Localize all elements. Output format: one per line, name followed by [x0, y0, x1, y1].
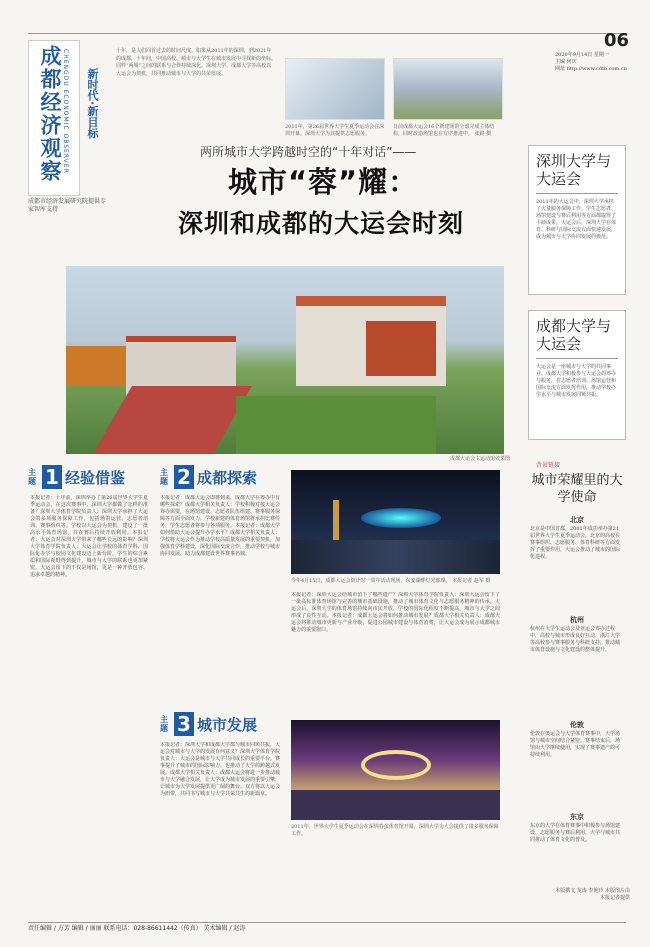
sidebox-shenzhen-title: 深圳大学与大运会 — [536, 152, 612, 188]
theme-2-heading — [160, 465, 257, 489]
city-hangzhou-text: 杭州在大学生运动会及亚运会筹办过程中，高校与城市形成良好互动，浙江大学等高校参与赛事服务与科研支持，推动城市体育设施与文化建设的整体提升。 — [530, 626, 621, 653]
city-london: 伦敦 — [570, 720, 584, 729]
top-photo-1-caption: 2011年，第26届世界大学生夏季运动会在深圳开幕。深圳大学为其提供志愿服务。 — [285, 124, 385, 137]
main-photo — [66, 266, 504, 454]
web-address: 网址 http://www.cdtb.com.cn — [555, 66, 627, 72]
theme-3-number: 3 — [174, 712, 194, 736]
sidebox-shenzhen-text: 2011年的大运会中，深圳大学承担了大量服务保障工作，学生志愿者、场馆建设与赛后利用等方面都取得了丰硕成果。大运会后，深圳大学在体育、科研与国际交流方面快速发展，成为城市与大学协同发展的典范。 — [536, 199, 617, 240]
theme-2-text: 本报记者：成都大运会即将到来，成都大学在筹办中有哪些探索？成都大学相关负责人：学校积极对接大运会筹办需要，在场馆建设、志愿者队伍组建、赛事服务保障等方面全面发力。学校新建的体育场馆将承担比赛任务，学生志愿者将参与各项服务。本报记者：成都大学如何借助大运会提升办学水平？成都大学相关负责人：学校将大运会作为推动学校高质量发展的重要契机，加强体育学科建设，深化国际交流合作，推动学校与城市协同发展，助力成都建设世界赛事名城。 — [160, 495, 280, 557]
date-line — [555, 52, 635, 73]
main-photo-field — [236, 396, 436, 454]
theme-1-text: 本报记者：十年前，深圳举办了第26届世界大学生夏季运动会。在这次赛事中，深圳大学都做了怎样的准备？深圳大学体育学院负责人：深圳大学承担了大运会的多项服务保障工作，包括场馆运营、志愿者培训、赛事组织等。学校以大运会为契机，建设了一批高水平体育场馆，并在赛后持续开放利用。本报记者：大运会对深圳大学带来了哪些长远的影响？深圳大学体育学院负责人：大运会让学校的体育学科、国际化办学与校园文化建设迈上新台阶，学生的综合素质和国际视野得到提升，城市与大学的联系也更加紧密。大运会留下的不仅是场馆，更是一种开放包容、追求卓越的精神。 — [30, 495, 148, 578]
night-photo-caption: 今年4月15日，成都大运会倒计时一周年活动现场，东安湖畔灯光璀璨。 本报记者 赵军 摄 — [291, 578, 491, 584]
night-photo-glow — [361, 508, 441, 528]
masthead-title: 成都经济观察 — [38, 45, 62, 183]
editor-line: 主编 何庆 — [555, 59, 577, 65]
top-rule — [28, 33, 626, 34]
theme-3-title: 城市发展 — [197, 715, 258, 734]
date: 2020年9月14日 星期一 — [555, 52, 609, 58]
masthead-subtitle: 新时代·新目标 — [86, 68, 99, 139]
theme-2-label: 主题 — [160, 468, 168, 486]
middle-column-text: 本报记者：深圳大运会给城市留下了哪些遗产？深圳大学体育学院负责人：深圳大运会留下了一批高标准体育场馆与完善的城市基础设施，推动了城市体育文化与志愿服务精神的传承。大运会后，深圳大学的体育场馆持续向市民开放，学校的国际化程度不断提高，城市与大学之间形成了良性互动。本报记者：成都大运会将如何推动城市发展？成都大学相关负责人：成都大运会将推动城市更新与产业升级，促进公园城市建设与体育消费，让大运会成为展示成都城市魅力的重要窗口。 — [291, 592, 500, 633]
theme-2-title: 成都探索 — [197, 468, 258, 487]
sidebox-chengdu — [528, 310, 626, 440]
intro-text: 十年，是人们回首过去的时间尺度。如果从2011年的深圳，到2021年的成都，十年间，中国高校、城市与大学生在城市发展中寻找新的坐标。同样“两城”之间的联系与合作持续深化。深圳大学、成都大学等高校以大运会为契机，共同推动城市与大学的共荣发展。 — [116, 48, 277, 77]
main-photo-orange-area — [66, 346, 126, 386]
city-tokyo-text: 东京的大学在体育赛事中积极参与场馆建设、志愿服务与赛后利用，大学与城市共同推动了体育文化的普及。 — [530, 823, 621, 843]
city-hangzhou: 杭州 — [570, 615, 584, 624]
city-beijing: 北京 — [570, 515, 584, 524]
sidebox-shenzhen — [528, 145, 626, 295]
stage-photo-caption: 2011年，世界大学生夏季运动会在深圳春茧体育馆开幕，深圳大学为大会提供了诸多服务保障工作。 — [291, 824, 499, 837]
stage-photo — [291, 720, 500, 820]
headline-kicker: 两所城市大学跨越时空的“十年对话”—— — [200, 145, 417, 159]
theme-3-text: 本报记者：深圳大学和成都大学都与城市同频共振，大运会对城市与大学的发展有何意义？深圳大学体育学院负责人：大运会是城市与大学共同成长的重要平台。赛事提升了城市的国际影响力，也推动了大学的跨越式发展。成都大学相关负责人：成都大运会将进一步推动城市与大学融合发展，让大学成为城市发展的重要引擎，让城市为大学发展提供更广阔的舞台。双方将以大运会为纽带，共同书写城市与大学共荣共生的新篇章。 — [160, 742, 280, 797]
city-tokyo: 东京 — [570, 812, 584, 821]
theme-1-title: 经验借鉴 — [65, 468, 126, 487]
theme-3-label: 主题 — [160, 715, 168, 733]
masthead-title-en: CHENGDU ECONOMIC OBSERVER — [62, 49, 69, 174]
masthead — [28, 40, 80, 196]
theme-1-label: 主题 — [28, 468, 36, 486]
headline-line-2: 深圳和成都的大运会时刻 — [178, 209, 465, 238]
main-photo-track — [80, 386, 252, 454]
page-footer: 责任编辑 / 方芳 编辑 / 丽丽 联系电话：028-86611442（传真） 美术编辑 / 赵涛 — [28, 922, 626, 935]
night-photo-city — [291, 540, 500, 574]
stage-photo-floor — [291, 790, 500, 820]
top-photo-1 — [285, 58, 385, 120]
theme-1-heading — [28, 465, 125, 489]
headline-line-1: 城市“蓉”耀： — [228, 165, 419, 199]
main-photo-caption: 成都大运会主运动馆效果图 — [449, 456, 510, 462]
signoff: 本版撰文 龙涛 李艳玲 本版图片由本报记者提供 — [555, 888, 630, 901]
city-beijing-text: 北京是中国首都，2001年成功举办第21届世界大学生夏季运动会。北京的高校在赛事组织、志愿服务、体育科研等方面发挥了重要作用，大运会推动了城市的国际化进程。 — [530, 526, 621, 560]
top-photo-2-caption: 日前成都大运会16个新建场馆全部完成主体结构，同时改造场馆也在有序推进中。 张路 摄 — [393, 124, 495, 137]
sidebox-rule — [536, 358, 618, 359]
page-number: 06 — [604, 30, 630, 51]
masthead-credit: 成都市经济发展研究院提供专家智库支持 — [28, 198, 107, 213]
sidebox-rule — [536, 193, 618, 194]
sidebar-tag: 背景链接 — [536, 462, 561, 469]
theme-3-heading — [160, 712, 257, 736]
theme-1-number: 1 — [42, 465, 62, 489]
city-london-text: 伦敦在奥运会与大学体育赛事中，大学场馆与城市空间结合紧密。赛事结束后，场馆由大学继续使用，实现了赛事遗产的可持续利用。 — [530, 731, 621, 758]
top-photo-2 — [393, 58, 503, 120]
main-photo-building-red — [366, 321, 436, 376]
stage-photo-ring — [361, 750, 431, 780]
sidebox-chengdu-title: 成都大学与大运会 — [536, 317, 612, 353]
sidebox-chengdu-text: 大运会是一座城市与大学的共同事业。成都大学积极参与大运会的筹办与服务，在志愿者培训、场馆运营和国际交流方面发挥作用，推动学校办学水平与城市发展同频共振。 — [536, 364, 617, 398]
theme-2-number: 2 — [174, 465, 194, 489]
night-photo-tower — [333, 500, 339, 540]
night-photo — [291, 470, 500, 574]
sidebar-title: 城市荣耀里的大学使命 — [531, 473, 623, 505]
